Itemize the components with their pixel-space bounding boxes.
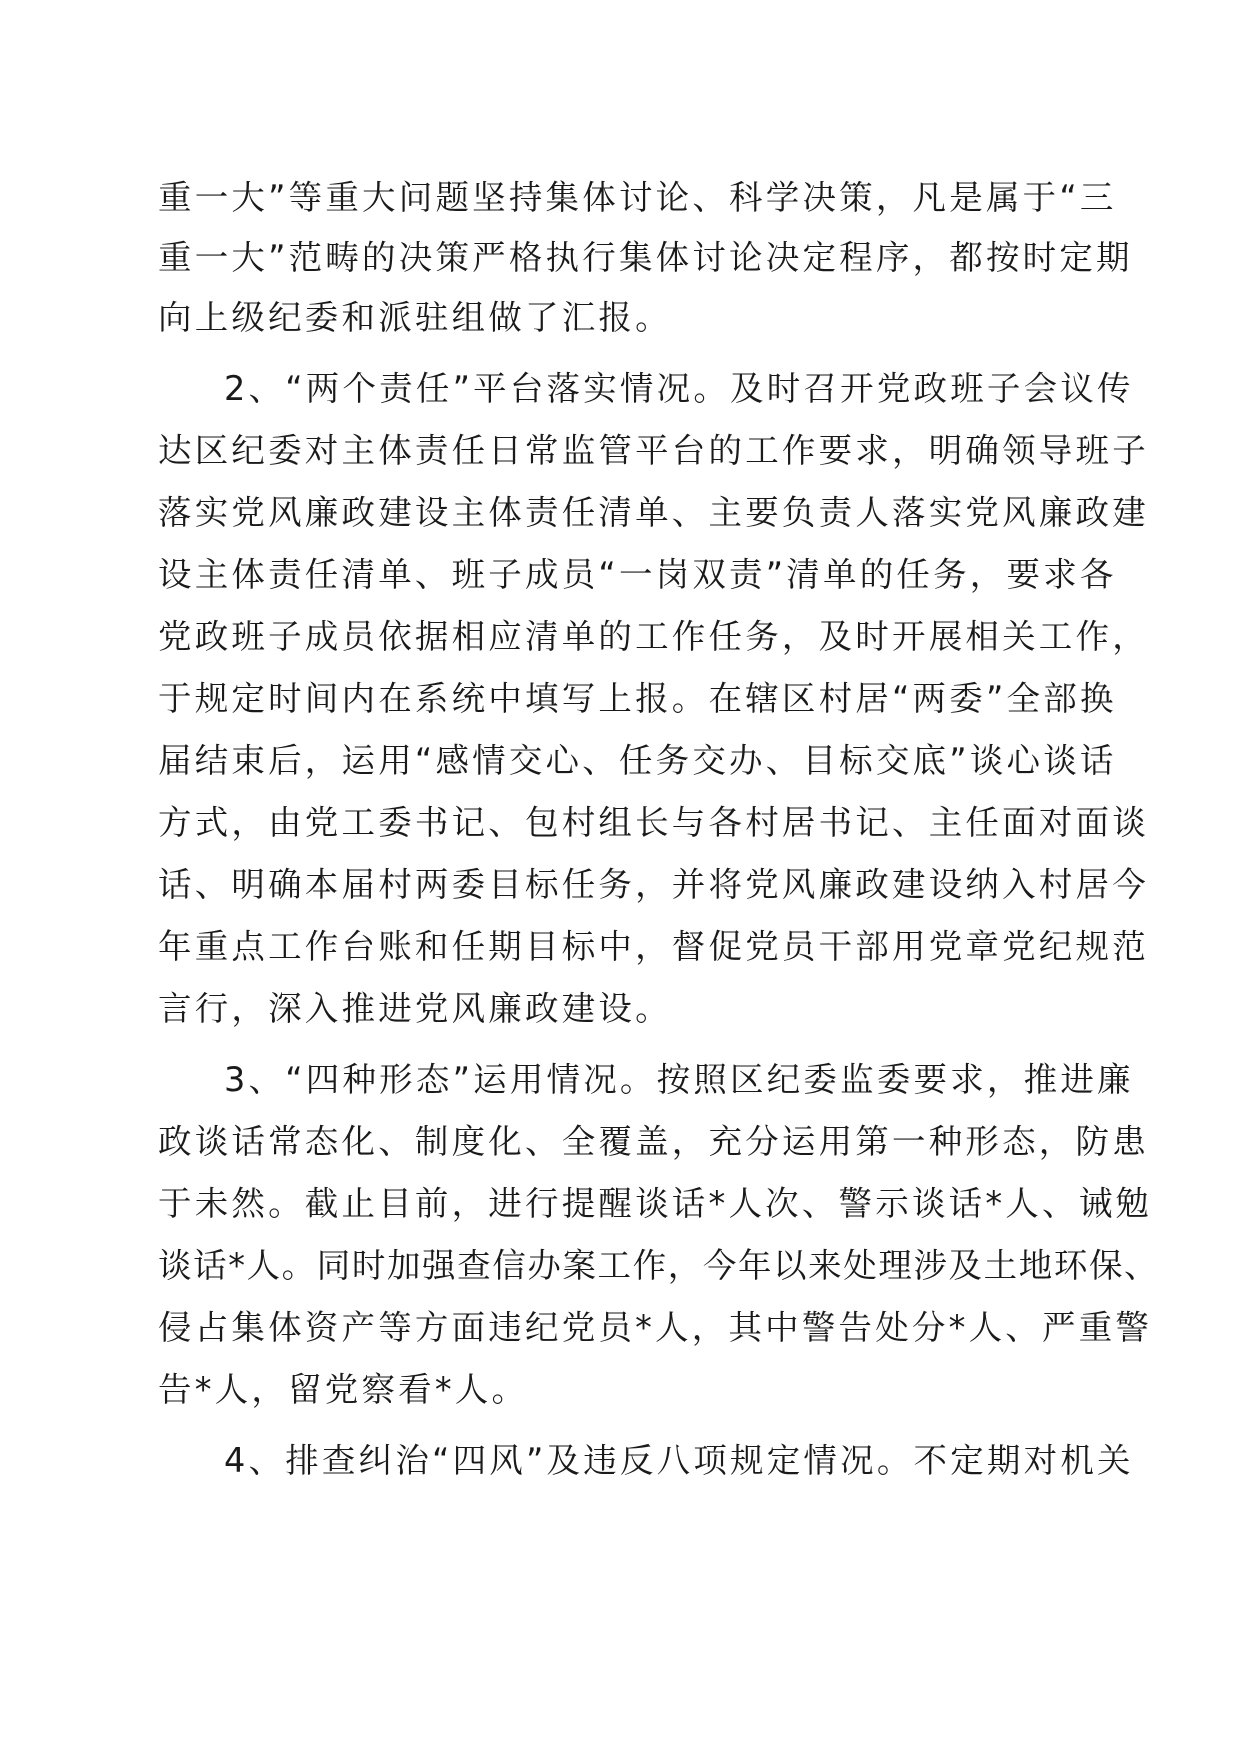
- text-line: 向上级纪委和派驻组做了汇报。: [158, 298, 672, 337]
- text-line: 谈话*人。同时加强查信办案工作，今年以来处理涉及土地环保、: [158, 1246, 1160, 1285]
- paragraph-2-start: 2、“两个责任”平台落实情况。及时召开党政班子会议传: [224, 369, 1134, 408]
- text-line: 告*人，留党察看*人。: [158, 1370, 529, 1409]
- text-line: 设主体责任清单、班子成员“一岗双责”清单的任务，要求各: [158, 555, 1117, 594]
- text-line: 达区纪委对主体责任日常监管平台的工作要求，明确领导班子: [158, 431, 1149, 470]
- text-line: 重一大”范畴的决策严格执行集体讨论决定程序，都按时定期: [158, 238, 1133, 277]
- text-line: 于规定时间内在系统中填写上报。在辖区村居“两委”全部换: [158, 679, 1117, 718]
- text-line: 言行，深入推进党风廉政建设。: [158, 989, 672, 1028]
- text-line: 党政班子成员依据相应清单的工作任务，及时开展相关工作，: [158, 617, 1149, 656]
- text-line: 重一大”等重大问题坚持集体讨论、科学决策，凡是属于“三: [158, 178, 1117, 217]
- paragraph-4-start: 4、排查纠治“四风”及违反八项规定情况。不定期对机关: [224, 1441, 1134, 1480]
- paragraph-3-start: 3、“四种形态”运用情况。按照区纪委监委要求，推进廉: [224, 1060, 1134, 1099]
- text-line: 落实党风廉政建设主体责任清单、主要负责人落实党风廉政建: [158, 493, 1149, 532]
- text-line: 于未然。截止目前，进行提醒谈话*人次、警示谈话*人、诫勉: [158, 1184, 1153, 1223]
- text-line: 届结束后，运用“感情交心、任务交办、目标交底”谈心谈话: [158, 741, 1117, 780]
- text-line: 话、明确本届村两委目标任务，并将党风廉政建设纳入村居今: [158, 865, 1149, 904]
- text-line: 侵占集体资产等方面违纪党员*人，其中警告处分*人、严重警: [158, 1308, 1153, 1347]
- text-line: 政谈话常态化、制度化、全覆盖，充分运用第一种形态，防患: [158, 1122, 1149, 1161]
- text-line: 年重点工作台账和任期目标中，督促党员干部用党章党纪规范: [158, 927, 1149, 966]
- text-line: 方式，由党工委书记、包村组长与各村居书记、主任面对面谈: [158, 803, 1149, 842]
